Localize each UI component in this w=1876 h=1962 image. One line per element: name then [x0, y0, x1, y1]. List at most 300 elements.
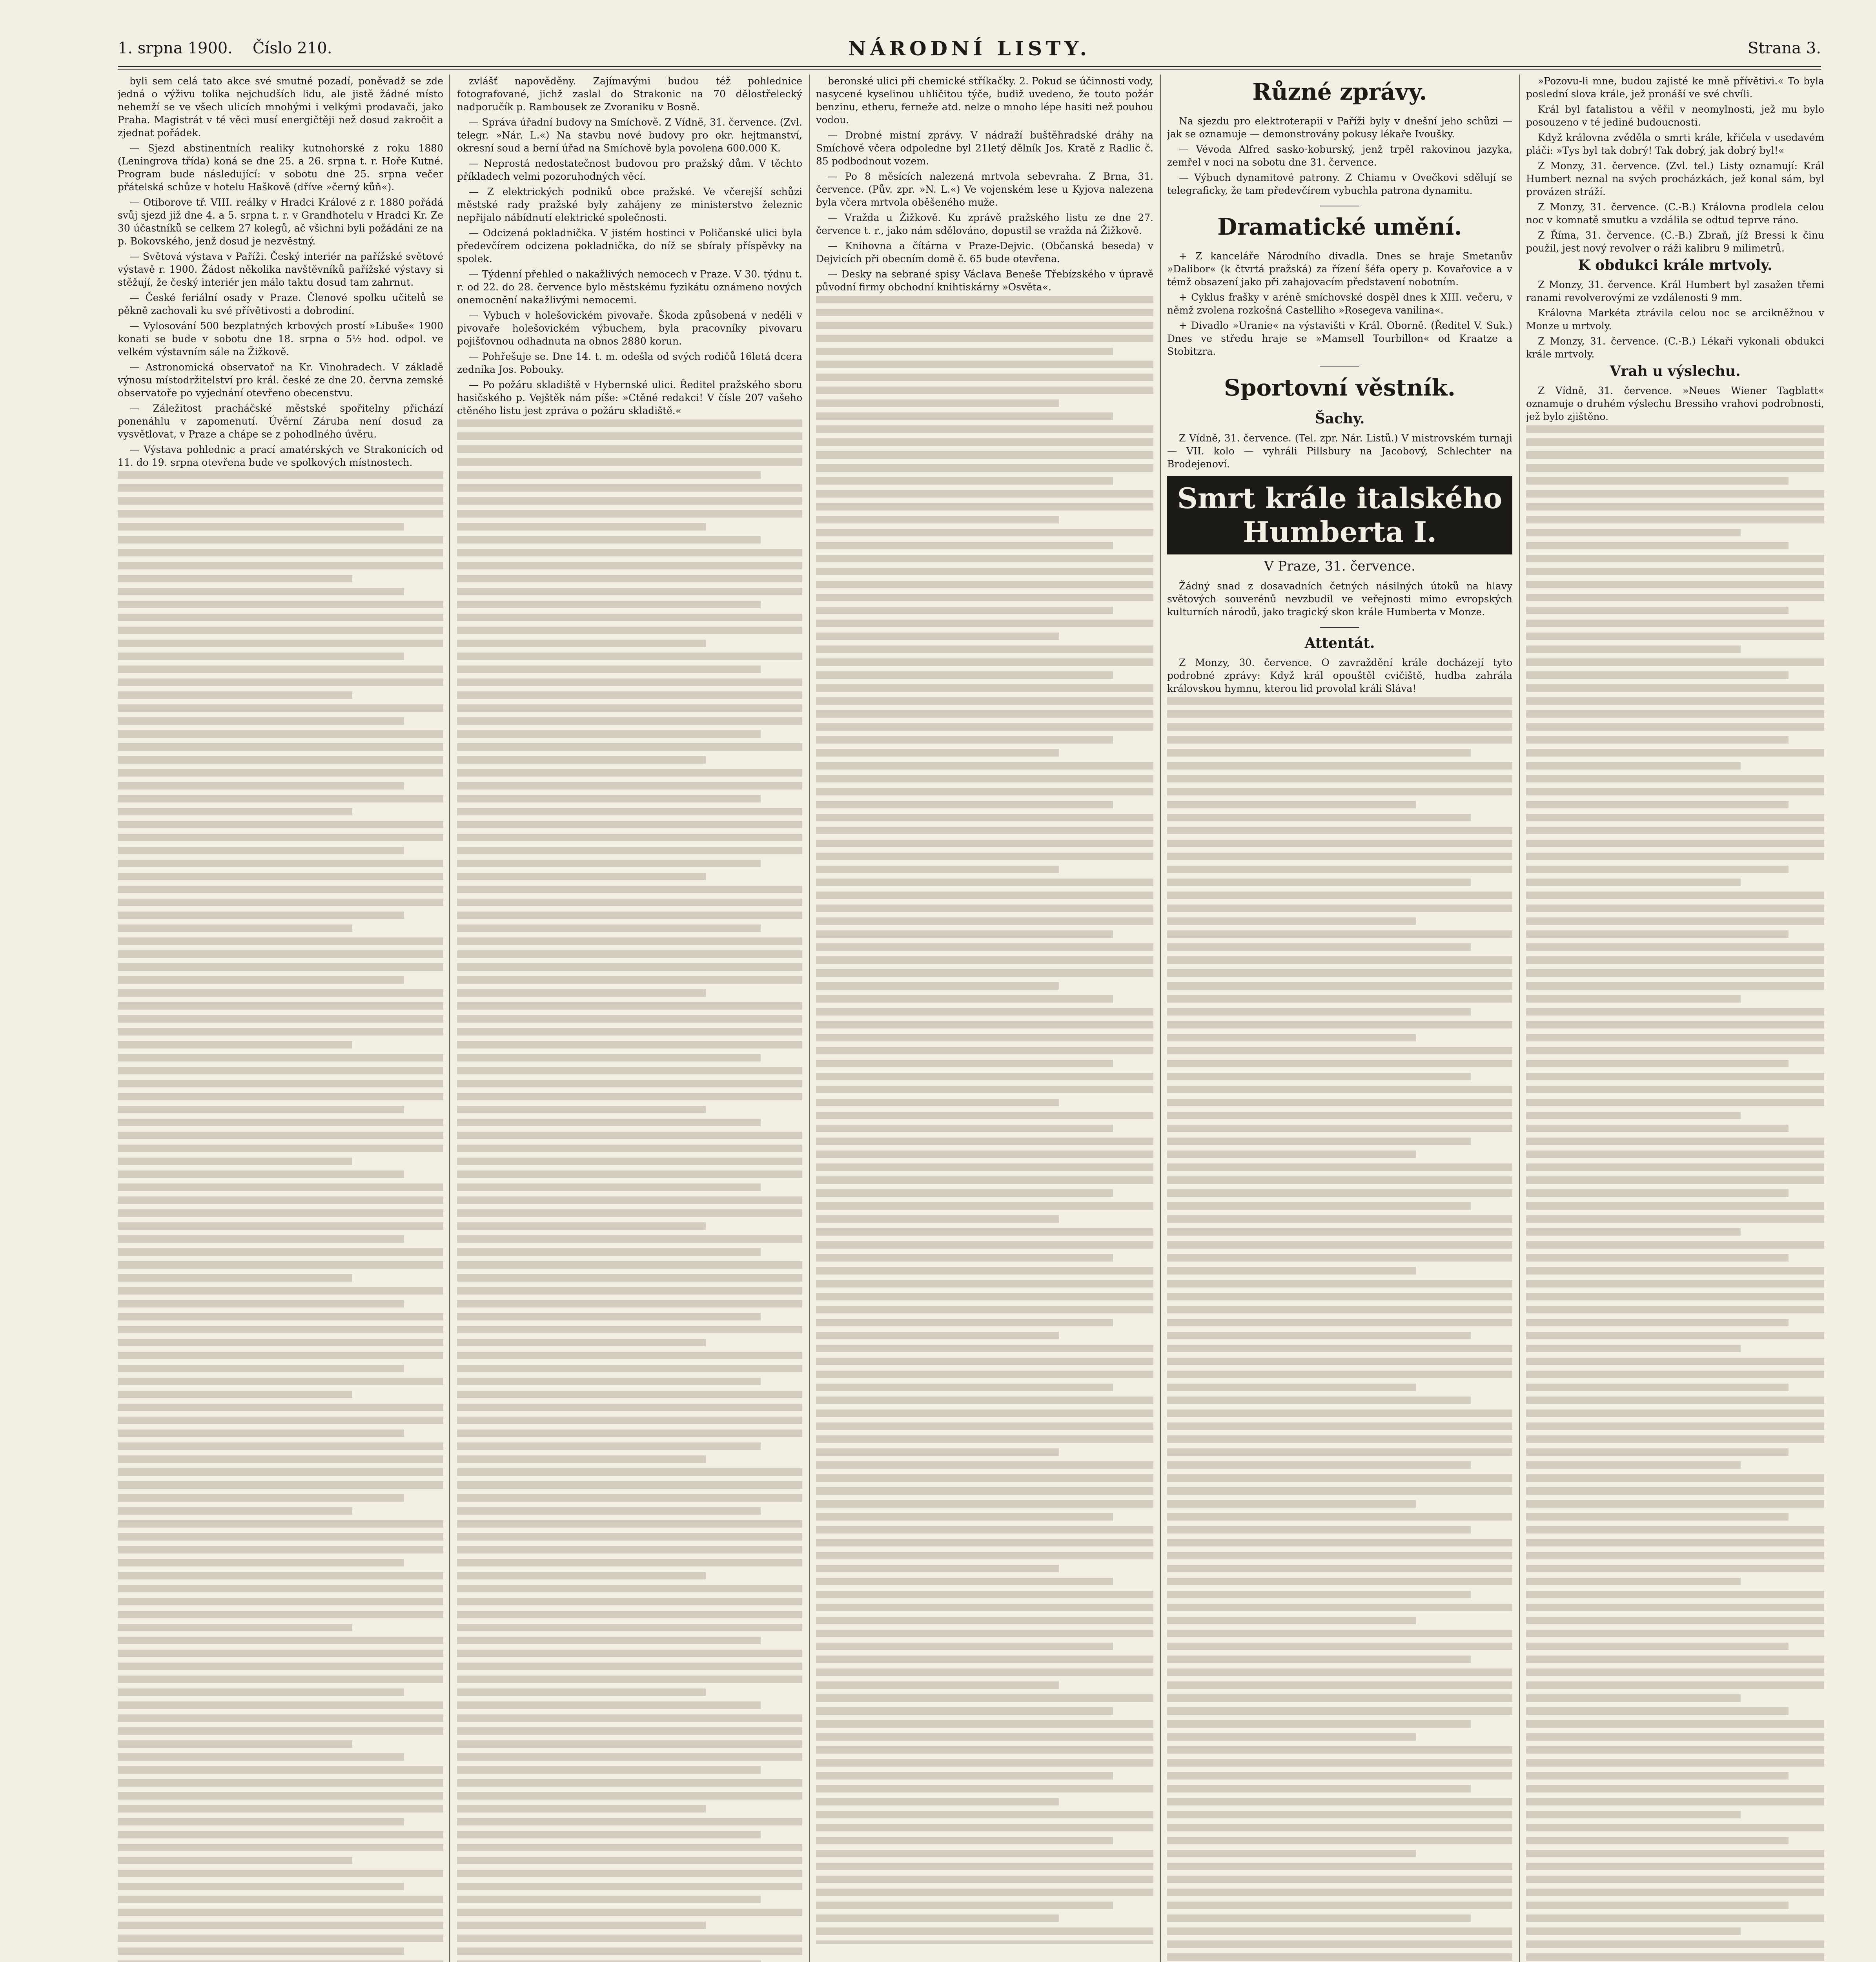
- text-line: [1167, 982, 1512, 990]
- text-line: [118, 808, 352, 815]
- text-line: [457, 886, 802, 893]
- text-line: [457, 1572, 706, 1579]
- text-line: [457, 484, 802, 492]
- text-line: [1167, 1863, 1512, 1870]
- article-paragraph: byli sem celá tato akce své smutné pozadí, poněvadž se zde jedná o výživu tolika nejchudších lidu, ale jistě žádné místo nehemží se ve všech ulicích mnohými i velkými prodavači, jako Praha. Magistrát v té věci musí energičtěji než dosud zakročit a zjednat pořádek.: [118, 75, 443, 139]
- text-line: [816, 1720, 1153, 1728]
- text-line: [118, 1805, 443, 1812]
- text-line: [118, 1468, 443, 1476]
- text-line: [118, 1559, 404, 1566]
- text-line: [1167, 1604, 1512, 1611]
- text-line: [1167, 1073, 1471, 1080]
- text-line: [816, 1151, 1153, 1158]
- text-line: [1526, 1384, 1789, 1391]
- text-line: [816, 1863, 1153, 1870]
- text-line: [816, 1461, 1153, 1469]
- text-line: [1167, 1850, 1416, 1857]
- text-line: [1167, 1448, 1512, 1456]
- text-line: [1167, 1228, 1512, 1236]
- text-line: [457, 1909, 802, 1916]
- text-line: [816, 1280, 1153, 1287]
- text-line: [118, 1209, 443, 1217]
- text-line: [118, 1041, 352, 1048]
- text-line: [457, 523, 706, 531]
- text-line: [457, 743, 802, 751]
- text-line: [457, 445, 802, 453]
- text-line: [118, 1080, 443, 1087]
- body-text-block: [816, 296, 1153, 1944]
- text-line: [457, 1922, 706, 1929]
- text-line: [1167, 1927, 1512, 1935]
- text-line: [816, 1746, 1153, 1754]
- text-line: [1167, 1332, 1471, 1339]
- article-paragraph: Z Vídně, 31. července. (Tel. zpr. Nár. Listů.) V mistrovském turnaji — VII. kolo — vyhráli Pillsbury na Jacobový, Schlechter na Brodejenoví.: [1167, 432, 1512, 470]
- text-line: [1167, 995, 1512, 1003]
- text-line: [1526, 930, 1789, 938]
- text-line: [1167, 1008, 1471, 1016]
- text-line: [816, 620, 1153, 627]
- text-line: [457, 1676, 802, 1683]
- text-line: [1167, 1643, 1512, 1650]
- article-paragraph: — Sjezd abstinentních realiky kutnohorské z roku 1880 (Leningrova třída) koná se dne 25. a 26. srpna t. r. Hoře Kutné. Program bude následující: v sobotu dne 25. srpna večer přátelská schůze v hotelu Haškově (dříve »černý kůň«).: [118, 142, 443, 193]
- text-line: [1167, 1112, 1512, 1119]
- text-line: [816, 1940, 1153, 1944]
- article-paragraph: Král byl fatalistou a věřil v neomylnosti, jež mu bylo posouzeno v té jediné budoucnosti.: [1526, 104, 1824, 128]
- text-line: [457, 627, 802, 634]
- article-paragraph: + Cyklus frašky v aréně smíchovské dospěl dnes k XIII. večeru, v němž zvolena rozkošná Castelliho »Rosegeva vanilina«.: [1167, 292, 1512, 316]
- text-line: [1526, 1397, 1824, 1404]
- text-line: [457, 1663, 802, 1670]
- text-line: [1167, 1034, 1416, 1041]
- text-line: [1167, 1397, 1471, 1404]
- text-line: [457, 510, 802, 518]
- text-line: [1167, 736, 1512, 744]
- text-line: [457, 1222, 706, 1230]
- text-line: [457, 1779, 802, 1787]
- text-line: [1167, 1591, 1471, 1598]
- text-line: [118, 1481, 443, 1489]
- text-line: [1167, 1319, 1512, 1326]
- text-line: [816, 1565, 1059, 1572]
- text-line: [457, 1455, 706, 1463]
- text-line: [118, 1598, 443, 1605]
- text-line: [457, 691, 802, 699]
- text-line: [118, 743, 443, 751]
- text-line: [1167, 1915, 1471, 1922]
- text-line: [1167, 1694, 1512, 1702]
- text-line: [1167, 1138, 1471, 1145]
- column-2: [457, 75, 802, 1962]
- text-line: [1167, 956, 1512, 964]
- text-line: [1167, 1940, 1512, 1948]
- text-line: [816, 529, 1153, 536]
- text-line: [816, 1876, 1153, 1883]
- text-line: [118, 821, 443, 828]
- text-line: [816, 1138, 1153, 1145]
- text-line: [816, 1034, 1153, 1041]
- text-line: [1526, 827, 1824, 834]
- text-line: [1167, 1461, 1471, 1469]
- text-line: [1167, 723, 1512, 731]
- article-paragraph: — Výbuch dynamitové patrony. Z Chiamu v Ovečkovi sdělují se telegraficky, že tam předevčírem vybuchla patrona dynamitu.: [1167, 172, 1512, 196]
- text-line: [816, 943, 1153, 951]
- text-line: [1526, 697, 1824, 705]
- text-line: [1526, 1422, 1824, 1430]
- text-line: [816, 633, 1059, 640]
- text-line: [457, 1935, 802, 1942]
- article-paragraph: — Otiborove tř. VIII. reálky v Hradci Králové z r. 1880 pořádá svůj sjezd již dne 4. a 5. srpna t. r. v Grandhotelu v Hradci Kr. Ze 30 účastníků se celkem 27 kolegů, ač všichni byli požádáni ze na p. Bokovského, jenž dosud je nezvěstný.: [118, 197, 443, 247]
- text-line: [457, 873, 706, 880]
- text-line: [118, 1676, 443, 1683]
- text-line: [118, 1313, 443, 1320]
- text-line: [118, 886, 443, 893]
- text-line: [118, 1818, 404, 1825]
- text-line: [816, 658, 1153, 666]
- text-line: [1167, 1720, 1471, 1728]
- text-line: [816, 1435, 1153, 1443]
- article-paragraph: Z Monzy, 31. července. (C.-B.) Královna prodlela celou noc v komnatě smutku a vzdálila se odtud teprve ráno.: [1526, 201, 1824, 226]
- text-line: [1526, 1319, 1789, 1326]
- text-line: [457, 497, 802, 505]
- text-line: [457, 640, 706, 647]
- text-line: [816, 425, 1153, 433]
- text-line: [1167, 1733, 1416, 1741]
- text-line: [457, 717, 802, 725]
- body-text-block: [1526, 425, 1824, 1962]
- text-line: [118, 704, 443, 712]
- article-paragraph: — Drobné mistní zprávy. V nádraží buštěhradské dráhy na Smíchově včera odpoledne byl 21letý dělník Jos. Kratě z Radlic č. 85 podbodnout vozem.: [816, 129, 1153, 167]
- text-line: [118, 717, 404, 725]
- article-paragraph: — Světová výstava v Paříži. Český interiér na pařížské světové výstavě r. 1900. Žádost několika navštěvníků pařížské výstavy si stěžují, že český interiér jen málo taktu dosud tam zahrnut.: [118, 251, 443, 288]
- text-line: [1526, 1021, 1824, 1028]
- text-line: [457, 1132, 802, 1139]
- text-line: [1167, 943, 1471, 951]
- text-line: [457, 1339, 706, 1346]
- text-line: [118, 1533, 443, 1541]
- text-line: [1526, 1306, 1824, 1313]
- text-line: [118, 847, 404, 854]
- text-line: [816, 1591, 1153, 1598]
- article-paragraph: — Vylosování 500 bezplatných krbových prostí »Libuše« 1900 konati se bude v sobotu dne 18. srpna o 5½ hod. odpol. ve velkém výstavním sále na Žižkově.: [118, 320, 443, 357]
- text-line: [457, 1546, 802, 1554]
- text-line: [1526, 956, 1824, 964]
- text-line: [118, 1688, 404, 1696]
- text-line: [457, 821, 802, 828]
- text-line: [457, 704, 802, 712]
- text-line: [118, 1701, 443, 1709]
- text-line: [816, 736, 1113, 744]
- text-line: [1526, 1228, 1741, 1236]
- text-line: [1526, 581, 1824, 588]
- text-line: [457, 1637, 761, 1644]
- text-line: [1526, 749, 1824, 757]
- text-line: [457, 1054, 761, 1061]
- text-line: [457, 1093, 802, 1100]
- text-line: [118, 1909, 443, 1916]
- article-paragraph: Na sjezdu pro elektroterapii v Paříži byly v dnešní jeho schůzi — jak se oznamuje — demonstrovány pokusy lékaře Ivoušky.: [1167, 115, 1512, 140]
- text-line: [816, 1163, 1153, 1171]
- text-line: [1167, 1656, 1471, 1663]
- text-line: [1526, 879, 1741, 886]
- text-line: [457, 1727, 802, 1735]
- text-line: [1167, 1746, 1512, 1754]
- text-line: [118, 1766, 443, 1774]
- feature-headline-line: Humberta I.: [1242, 515, 1437, 549]
- text-line: [118, 873, 443, 880]
- column-divider: [449, 75, 450, 1962]
- text-line: [457, 1326, 802, 1333]
- text-line: [816, 1397, 1153, 1404]
- article-paragraph: — Astronomická observatoř na Kr. Vinohradech. V základě výnosu místodržitelství pro král. české ze dne 20. června zemské observatoře po vyjednání otevřeno obecenstvu.: [118, 361, 443, 399]
- header-rule: [118, 66, 1821, 70]
- text-line: [816, 1552, 1153, 1559]
- text-line: [457, 1365, 802, 1372]
- text-line: [1526, 633, 1824, 640]
- feature-headline-line: Smrt krále italského: [1177, 481, 1503, 515]
- column-3: [816, 75, 1153, 1962]
- article-paragraph: Královna Markéta ztrávila celou noc se arcikněžnou v Monze u mrtvoly.: [1526, 307, 1824, 332]
- text-line: [1167, 917, 1416, 925]
- text-line: [118, 1365, 404, 1372]
- text-line: [457, 1701, 761, 1709]
- text-line: [457, 1740, 802, 1748]
- text-line: [457, 1650, 802, 1657]
- text-line: [816, 1021, 1153, 1028]
- text-line: [816, 568, 1153, 575]
- text-line: [457, 1106, 706, 1113]
- text-line: [816, 930, 1113, 938]
- text-line: [1167, 1630, 1512, 1637]
- text-line: [1526, 464, 1824, 472]
- text-line: [1526, 529, 1741, 536]
- text-line: [457, 1805, 706, 1812]
- text-line: [1167, 1487, 1512, 1495]
- masthead-title: NÁRODNÍ LISTY.: [848, 37, 1091, 60]
- text-line: [1167, 1163, 1512, 1171]
- text-line: [118, 614, 443, 621]
- body-text-block: [118, 471, 443, 1962]
- text-line: [1526, 451, 1824, 459]
- text-line: [816, 814, 1153, 821]
- text-line: [457, 1598, 802, 1605]
- text-line: [816, 361, 1153, 368]
- text-line: [1526, 1604, 1824, 1611]
- text-line: [816, 1694, 1153, 1702]
- text-line: [1526, 840, 1824, 847]
- text-line: [816, 348, 1113, 355]
- text-line: [816, 1474, 1153, 1482]
- text-line: [1167, 1772, 1512, 1780]
- article-paragraph: — Po požáru skladiště v Hybernské ulici. Ředitel pražského sboru hasičského p. Vejštěk nám píše: »Ctěné redakci! V čísle 207 vašeho ctěného listu jest zpráva o požáru skladiště.«: [457, 379, 802, 416]
- text-line: [1167, 827, 1512, 834]
- text-line: [816, 1448, 1059, 1456]
- text-line: [457, 1067, 802, 1074]
- text-line: [1167, 697, 1512, 705]
- text-line: [1526, 1552, 1824, 1559]
- text-line: [816, 1306, 1153, 1313]
- text-line: [118, 627, 443, 634]
- text-line: [457, 730, 761, 738]
- text-line: [118, 860, 443, 867]
- text-line: [1526, 1435, 1824, 1443]
- article-paragraph: Z Monzy, 31. července. (C.-B.) Lékaři vykonali obdukci krále mrtvoly.: [1526, 336, 1824, 360]
- text-line: [1526, 1151, 1824, 1158]
- text-line: [1526, 1915, 1824, 1922]
- text-line: [816, 1513, 1113, 1521]
- text-line: [1526, 943, 1824, 951]
- text-line: [118, 1158, 352, 1165]
- text-line: [816, 1008, 1153, 1016]
- text-line: [816, 1176, 1153, 1184]
- text-line: [816, 399, 1059, 407]
- article-paragraph: zvlášť napověděny. Zajímavými budou též pohlednice fotografované, jichž zaslal do Strakonic na 70 dělostřelecký nadporučík p. Rambousek ze Zvoraniku v Bosně.: [457, 75, 802, 113]
- article-paragraph: — Záležitost pracháčské městské spořitelny přichází ponenáhlu v zapomenutí. Úvěrní Záruba není dosud za vysvětlovat, v Praze a chápe se z pohodlného úvěru.: [118, 403, 443, 440]
- text-line: [816, 322, 1153, 329]
- text-line: [1526, 788, 1824, 795]
- text-line: [816, 801, 1113, 808]
- text-line: [118, 1430, 404, 1437]
- text-line: [816, 1785, 1153, 1792]
- text-line: [816, 1500, 1153, 1508]
- text-line: [816, 412, 1113, 420]
- text-line: [457, 834, 802, 841]
- text-line: [1526, 710, 1824, 718]
- header-page-number: Strana 3.: [1748, 39, 1821, 57]
- text-line: [1526, 490, 1824, 498]
- text-line: [118, 1300, 404, 1307]
- text-line: [1167, 710, 1512, 718]
- text-line: [1526, 1060, 1789, 1067]
- text-line: [1167, 1474, 1512, 1482]
- text-line: [1167, 1176, 1512, 1184]
- text-line: [1167, 1086, 1512, 1093]
- text-line: [457, 1507, 761, 1515]
- text-line: [816, 1668, 1153, 1676]
- text-line: [1526, 555, 1824, 562]
- text-line: [1167, 1254, 1512, 1262]
- text-line: [457, 1870, 802, 1877]
- text-line: [1526, 1630, 1824, 1637]
- text-line: [816, 645, 1153, 653]
- text-line: [1167, 1668, 1512, 1676]
- text-line: [118, 1404, 443, 1411]
- text-line: [816, 1927, 1153, 1935]
- text-line: [118, 1028, 443, 1036]
- text-line: [816, 956, 1153, 964]
- text-line: [1526, 917, 1824, 925]
- article-paragraph: — Vybuch v holešovickém pivovaře. Škoda způsobená v neděli v pivovaře holešovickém výbuchem, byla pracovníky pivovaru pojišťovnou odhadnuta na obnos 2880 korun.: [457, 310, 802, 347]
- text-line: [1526, 1254, 1789, 1262]
- text-line: [457, 1766, 761, 1774]
- text-line: [816, 542, 1113, 549]
- text-line: [457, 1261, 802, 1269]
- text-line: [1167, 1837, 1512, 1844]
- text-line: [118, 1352, 443, 1359]
- text-line: [816, 827, 1153, 834]
- text-line: [118, 1326, 443, 1333]
- text-line: [118, 1520, 443, 1528]
- text-line: [1167, 749, 1471, 757]
- text-line: [1526, 620, 1824, 627]
- text-line: [457, 1624, 802, 1631]
- text-line: [118, 1624, 352, 1631]
- text-line: [457, 1960, 761, 1962]
- text-line: [457, 1611, 802, 1618]
- text-line: [1167, 840, 1512, 847]
- text-line: [118, 1248, 443, 1256]
- subsection-heading: Attentát.: [1304, 635, 1375, 651]
- text-line: [1167, 801, 1416, 808]
- text-line: [816, 296, 1153, 303]
- text-line: [816, 1202, 1153, 1210]
- text-line: [118, 1546, 443, 1554]
- text-line: [118, 523, 404, 531]
- text-line: [816, 788, 1153, 795]
- text-line: [816, 1125, 1113, 1132]
- text-line: [118, 1391, 352, 1398]
- article-paragraph: — Vévoda Alfred sasko-koburský, jenž trpěl rakovinou jazyka, zemřel v noci na sobotu dne 31. července.: [1167, 144, 1512, 168]
- text-line: [816, 516, 1059, 523]
- column-5: [1526, 75, 1824, 1962]
- text-line: [1526, 801, 1789, 808]
- text-line: [816, 1617, 1153, 1624]
- text-line: [1526, 477, 1789, 485]
- article-paragraph: — České feriální osady v Praze. Členové spolku učitelů se pěkně zachovali ku své přívětivosti a dobrodiní.: [118, 292, 443, 316]
- text-line: [118, 976, 404, 984]
- text-line: [457, 1494, 802, 1502]
- text-line: [1526, 1656, 1824, 1663]
- text-line: [1526, 969, 1824, 977]
- text-line: [118, 1002, 443, 1010]
- article-paragraph: + Divadlo »Uranie« na výstavišti v Král. Oborně. (Ředitel V. Suk.) Dnes ve středu hraje se »Mamsell Tourbillon« od Kraatze a Stobitzra.: [1167, 320, 1512, 357]
- section-heading: K obdukci krále mrtvoly.: [1578, 257, 1772, 274]
- text-line: [1167, 1151, 1416, 1158]
- text-line: [1526, 1138, 1824, 1145]
- text-line: [457, 924, 761, 932]
- text-line: [1167, 1681, 1512, 1689]
- text-line: [1526, 1772, 1789, 1780]
- text-line: [457, 1844, 802, 1851]
- text-line: [1526, 1591, 1824, 1598]
- text-line: [816, 1526, 1153, 1533]
- text-line: [118, 1067, 443, 1074]
- text-line: [118, 640, 443, 647]
- text-line: [118, 562, 443, 569]
- text-line: [1167, 930, 1512, 938]
- text-line: [816, 1410, 1153, 1417]
- text-line: [118, 924, 352, 932]
- text-line: [457, 847, 802, 854]
- text-line: [118, 691, 352, 699]
- text-line: [1526, 736, 1789, 744]
- text-line: [1167, 1785, 1471, 1792]
- text-line: [1167, 1125, 1512, 1132]
- text-line: [1526, 1850, 1824, 1857]
- text-line: [118, 1171, 404, 1178]
- text-line: [1526, 607, 1789, 614]
- text-line: [1526, 1500, 1824, 1508]
- text-line: [1167, 1384, 1416, 1391]
- text-line: [816, 1332, 1059, 1339]
- text-line: [118, 549, 443, 556]
- text-line: [118, 666, 443, 673]
- text-line: [1167, 775, 1512, 782]
- text-line: [816, 581, 1153, 588]
- text-line: [457, 588, 802, 595]
- text-line: [1167, 788, 1512, 795]
- text-line: [1526, 982, 1824, 990]
- text-line: [457, 989, 706, 997]
